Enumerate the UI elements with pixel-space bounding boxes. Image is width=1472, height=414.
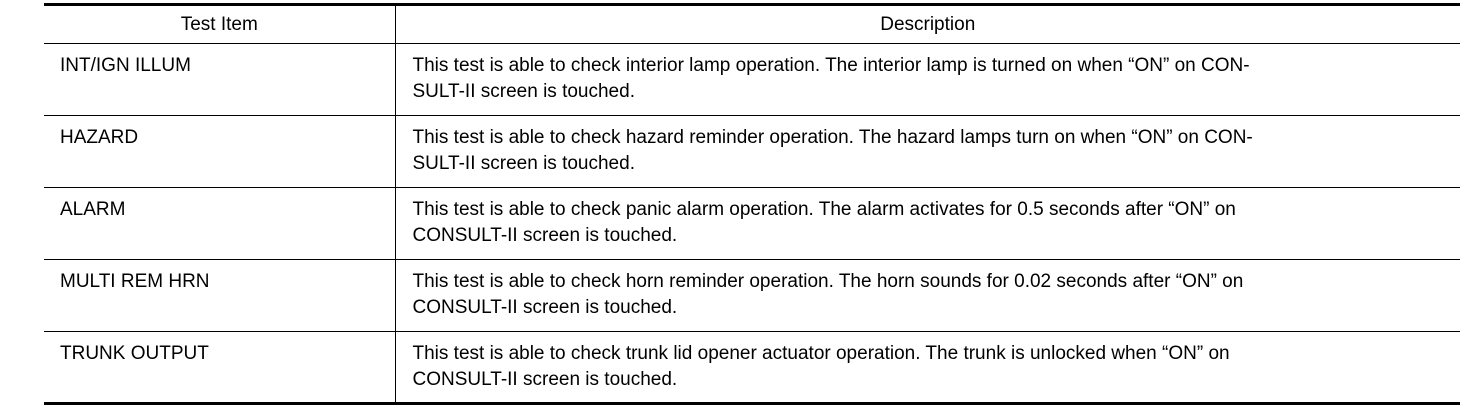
description-cell — [395, 188, 1460, 260]
description-cell — [395, 332, 1460, 404]
header-description: Description — [395, 5, 1460, 44]
description-line: SULT-II screen is touched. — [412, 81, 635, 102]
description-line: SULT-II screen is touched. — [412, 153, 635, 174]
test-item-cell: TRUNK OUTPUT — [44, 332, 395, 404]
description-line: This test is able to check interior lamp operation. The interior lamp is turned on when “ON” on CON- — [412, 55, 1250, 76]
description-line: This test is able to check trunk lid opener actuator operation. The trunk is unlocked when “ON” on — [412, 343, 1230, 364]
table-row — [44, 44, 1460, 116]
header-test-item: Test Item — [44, 5, 395, 44]
test-item-cell: HAZARD — [44, 116, 395, 188]
description-cell — [395, 260, 1460, 332]
description-line: This test is able to check hazard reminder operation. The hazard lamps turn on when “ON” on CON- — [412, 127, 1253, 148]
table-row — [44, 260, 1460, 332]
description-cell — [395, 116, 1460, 188]
table-row — [44, 188, 1460, 260]
description-line: CONSULT-II screen is touched. — [412, 369, 678, 390]
test-item-table — [44, 3, 1460, 405]
table-row — [44, 116, 1460, 188]
table-header-row — [44, 5, 1460, 44]
test-item-cell: MULTI REM HRN — [44, 260, 395, 332]
test-item-cell: INT/IGN ILLUM — [44, 44, 395, 116]
description-line: CONSULT-II screen is touched. — [412, 297, 678, 318]
test-item-cell: ALARM — [44, 188, 395, 260]
description-line: CONSULT-II screen is touched. — [412, 225, 678, 246]
description-cell — [395, 44, 1460, 116]
description-line: This test is able to check horn reminder operation. The horn sounds for 0.02 seconds after “ON” on — [412, 271, 1244, 292]
description-line: This test is able to check panic alarm operation. The alarm activates for 0.5 seconds after “ON” on — [412, 199, 1236, 220]
table-row — [44, 332, 1460, 404]
